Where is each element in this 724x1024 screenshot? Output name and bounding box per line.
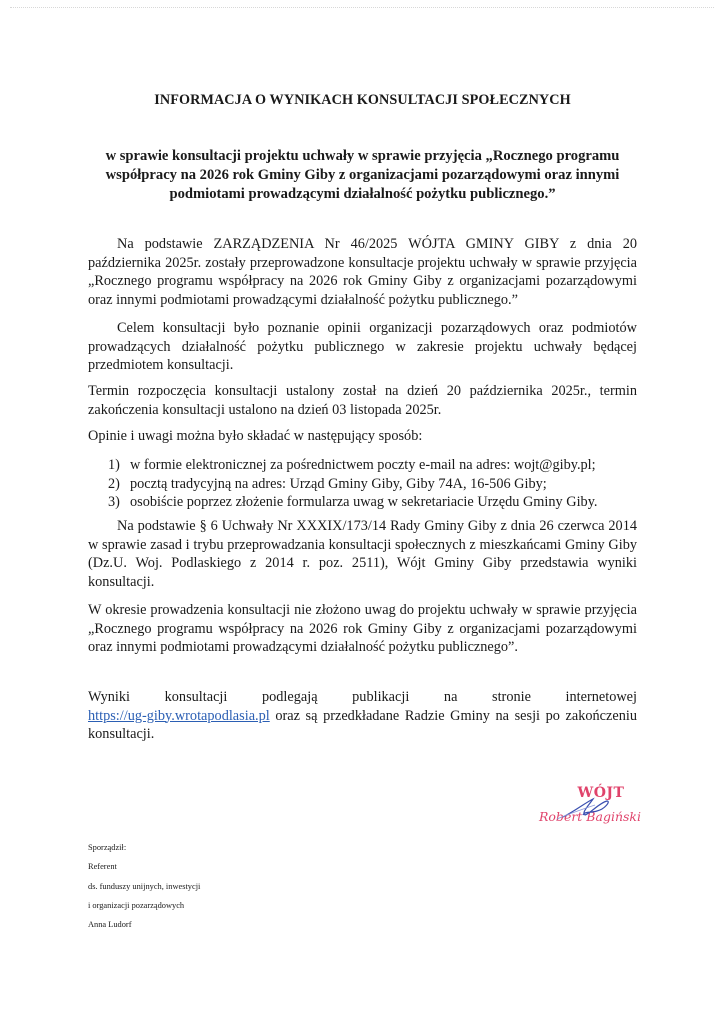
paragraph-basis: Na podstawie ZARZĄDZENIA Nr 46/2025 WÓJTA GMINY GIBY z dnia 20 października 2025r. zostały przeprowadzone konsultacje projektu uchwały w sprawie przyjęcia „Rocznego programu współpracy na 2026 rok Gminy Giby z organizacjami pozarządowymi oraz innymi podmiotami prowadzącymi działalność pożytku publicznego.” bbox=[88, 236, 637, 308]
methods-list bbox=[108, 456, 648, 512]
prepared-by-label: Sporządził: bbox=[88, 843, 127, 852]
prepared-by-name: Anna Ludorf bbox=[88, 920, 132, 930]
list-item: 3) osobiście poprzez złożenie formularza uwag w sekretariacie Urzędu Gminy Giby. bbox=[108, 494, 598, 511]
prepared-by-dept-1: ds. funduszy unijnych, inwestycji bbox=[88, 881, 201, 891]
list-item: 2) pocztą tradycyjną na adres: Urząd Gminy Giby, Giby 74A, 16-506 Giby; bbox=[108, 475, 547, 492]
list-item: 1) w formie elektronicznej za pośrednictwem poczty e-mail na adres: wojt@giby.pl; bbox=[108, 457, 596, 473]
signature-stamp bbox=[535, 785, 645, 824]
paragraph-legal-basis: Na podstawie § 6 Uchwały Nr XXXIX/173/14 Rady Gminy Giby z dnia 26 czerwca 2014 w sprawie zasad i trybu przeprowadzania konsultacji społecznych z mieszkańcami Gminy Giby (Dz.U. Woj. Podlaskiego z 2014 r. poz. 2511), Wójt Gminy Giby przedstawia wyniki konsultacji. bbox=[88, 518, 637, 590]
paragraph-purpose: Celem konsultacji było poznanie opinii organizacji pozarządowych oraz podmiotów prowadzących działalność pożytku publicznego w zakresie projektu uchwały będącej przedmiotem konsultacji. bbox=[88, 320, 637, 374]
prepared-by-position: Referent bbox=[88, 862, 117, 872]
prepared-by-block bbox=[88, 838, 200, 934]
prepared-by-dept-2: i organizacji pozarządowych bbox=[88, 900, 185, 910]
paragraph-dates: Termin rozpoczęcia konsultacji ustalony został na dzień 20 października 2025r., termin zakończenia konsultacji ustalono na dzień 03 listopada 2025r. bbox=[88, 383, 637, 418]
signature-scribble-icon bbox=[555, 795, 625, 821]
paragraph-no-comments: W okresie prowadzenia konsultacji nie złożono uwag do projektu uchwały w sprawie przyjęcia „Rocznego programu współpracy na 2026 rok Gminy Giby z organizacjami pozarządowymi oraz innymi podmiotami prowadzącymi działalność pożytku publicznego”. bbox=[88, 602, 637, 656]
signature-name: Robert Bagiński bbox=[539, 809, 641, 824]
document-title: INFORMACJA O WYNIKACH KONSULTACJI SPOŁECZNYCH bbox=[154, 92, 571, 108]
paragraph-methods-intro: Opinie i uwagi można było składać w następujący sposób: bbox=[88, 428, 423, 444]
scan-edge-artifact bbox=[10, 7, 714, 9]
website-link[interactable]: https://ug-giby.wrotapodlasia.pl bbox=[88, 707, 270, 724]
paragraph-publication: Wyniki konsultacji podlegają publikacji na stronie internetowej https://ug-giby.wrotapodlasia.pl oraz są przedkładane Radzie Gminy na sesji po zakończeniu konsultacji. bbox=[88, 689, 637, 743]
publication-line-1: Wyniki konsultacji podlegają publikacji na stronie internetowej bbox=[88, 689, 637, 705]
document-subtitle: w sprawie konsultacji projektu uchwały w sprawie przyjęcia „Rocznego programu współpracy na 2026 rok Gminy Giby z organizacjami pozarządowymi oraz innymi podmiotami prowadzącymi działalność pożytku publicznego.” bbox=[105, 148, 620, 202]
signature-role: WÓJT bbox=[577, 785, 625, 801]
